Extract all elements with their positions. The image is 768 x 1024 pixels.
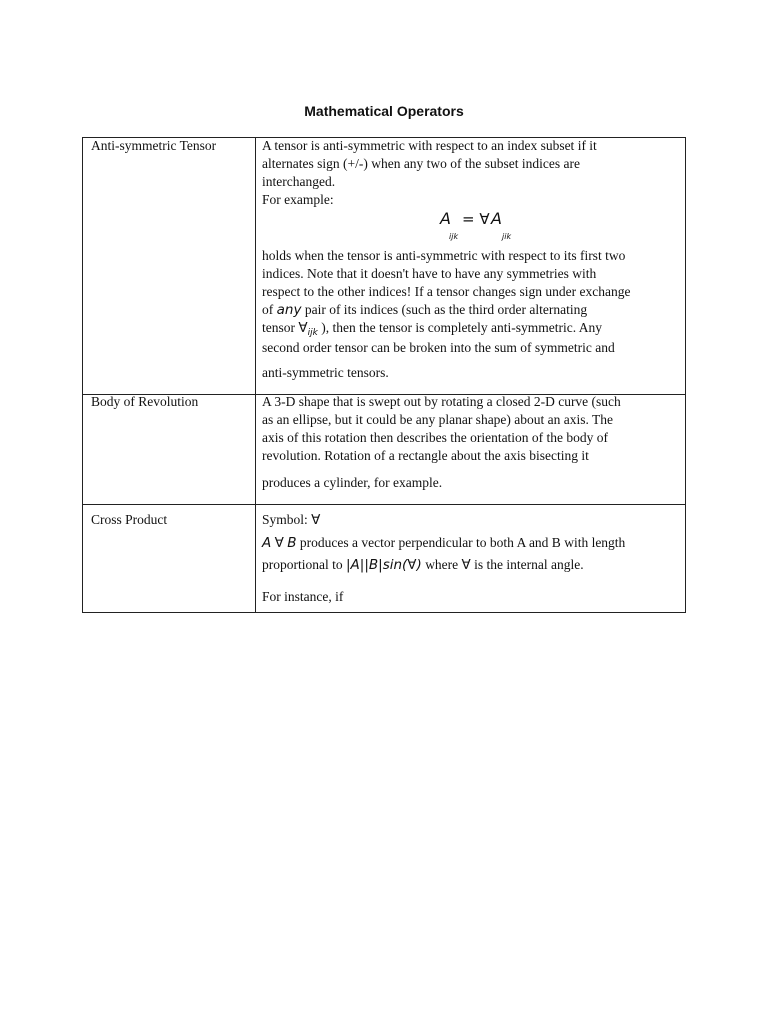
definition-line: second order tensor can be broken into the sum of symmetric and: [262, 340, 615, 355]
term-body-of-revolution: Body of Revolution: [91, 394, 199, 409]
page-title: Mathematical Operators: [304, 103, 464, 119]
definition-line: [262, 556, 680, 574]
tensor-subscript: ijk: [307, 328, 318, 338]
definition-line: as an ellipse, but it could be any planar shape) about an axis. The: [262, 412, 614, 427]
vector-a: A: [262, 535, 272, 551]
equation-rhs: A: [491, 209, 502, 228]
equation: [262, 209, 680, 247]
definition-line: For example:: [262, 192, 334, 207]
equation-operator: = ∀: [462, 210, 490, 228]
cross-symbol: ∀: [274, 535, 284, 551]
definition-line: For instance, if: [262, 589, 344, 604]
text-segment: pair of its indices (such as the third order alternating: [304, 302, 588, 317]
tensor-symbol: ∀: [298, 320, 308, 336]
definition-line: interchanged.: [262, 174, 336, 189]
definition-line: indices. Note that it doesn't have to have any symmetries with: [262, 266, 597, 281]
emphasis-any: any: [276, 302, 302, 318]
term-cross-product: Cross Product: [91, 512, 168, 527]
column-divider: [255, 138, 256, 612]
text-segment: tensor: [262, 320, 295, 335]
text-segment: produces a vector perpendicular to both A and B with length: [299, 535, 626, 550]
equation-rhs-subscript: jik: [502, 232, 512, 241]
definition-line: alternates sign (+/-) when any two of the subset indices are: [262, 156, 581, 171]
text-segment: where: [425, 557, 459, 572]
definition-line: [262, 301, 680, 319]
definition-line: A 3-D shape that is swept out by rotating a closed 2-D curve (such: [262, 394, 621, 409]
definition-line: Symbol: ∀: [262, 512, 321, 527]
angle-symbol: ∀: [461, 557, 471, 573]
definition-line: produces a cylinder, for example.: [262, 475, 443, 490]
definition-line: anti-symmetric tensors.: [262, 365, 389, 380]
definition-line: A tensor is anti-symmetric with respect to an index subset if it: [262, 138, 597, 153]
term-anti-symmetric-tensor: Anti-symmetric Tensor: [91, 138, 217, 153]
definition-line: [262, 319, 680, 339]
definition-line: revolution. Rotation of a rectangle about the axis bisecting it: [262, 448, 589, 463]
definition-body-of-revolution: [262, 393, 680, 492]
definition-line: holds when the tensor is anti-symmetric with respect to its first two: [262, 248, 626, 263]
equation-lhs-subscript: ijk: [449, 232, 459, 241]
vector-b: B: [287, 535, 297, 551]
magnitude-formula: |A||B|sin(∀): [346, 557, 422, 573]
definition-anti-symmetric-tensor: [262, 137, 680, 382]
text-segment: ), then the tensor is completely anti-symmetric. Any: [321, 320, 603, 335]
text-segment: of: [262, 302, 274, 317]
definition-line: [262, 534, 680, 552]
definition-line: respect to the other indices! If a tensor changes sign under exchange: [262, 284, 631, 299]
text-segment: proportional to: [262, 557, 343, 572]
definitions-table: [82, 137, 686, 613]
row-divider: [83, 504, 685, 505]
definition-cross-product: [262, 511, 680, 606]
equation-lhs: A: [440, 209, 451, 228]
definition-line: axis of this rotation then describes the orientation of the body of: [262, 430, 609, 445]
text-segment: is the internal angle.: [474, 557, 584, 572]
